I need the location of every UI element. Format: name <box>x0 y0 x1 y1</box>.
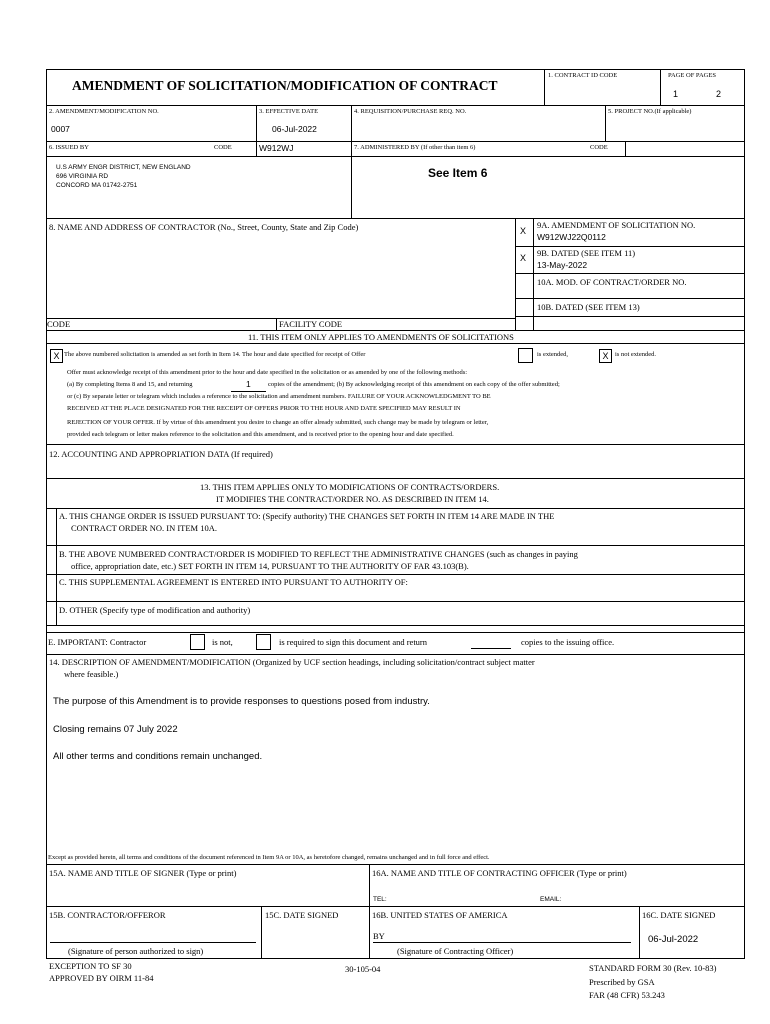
item13-title-2: IT MODIFIES THE CONTRACT/ORDER NO. AS DESCRIBED IN ITEM 14. <box>216 494 489 504</box>
form-title: AMENDMENT OF SOLICITATION/MODIFICATION OF CONTRACT <box>72 78 498 93</box>
issued-by-label: 6. ISSUED BY <box>49 144 89 151</box>
contract-id-label: 1. CONTRACT ID CODE <box>548 72 618 79</box>
item11-paragraph-6: provided each telegram or letter makes reference to the solicitation and this amendment, and is received prior to the opening hour and date specified. <box>67 431 454 438</box>
issuer-address-line1: U.S ARMY ENGR DISTRICT, NEW ENGLAND <box>56 164 191 171</box>
extended-label: is extended, <box>537 351 569 358</box>
item16a-label: 16A. NAME AND TITLE OF CONTRACTING OFFICER (Type or print) <box>372 868 627 878</box>
not-extended-label: is not extended. <box>615 351 656 358</box>
page-of-pages-label: PAGE OF PAGES <box>668 72 716 79</box>
copies-value: 1 <box>246 379 251 389</box>
item13b-line1: B. THE ABOVE NUMBERED CONTRACT/ORDER IS MODIFIED TO REFLECT THE ADMINISTRATIVE CHANGES (such as changes in paying <box>59 549 578 559</box>
item11-paragraph-4: RECEIVED AT THE PLACE DESIGNATED FOR THE RECEIPT OF OFFERS PRIOR TO THE HOUR AND DATE SPECIFIED MAY RESULT IN <box>67 405 461 412</box>
contractor-code-label: CODE <box>47 319 71 329</box>
amendment-no-value: 0007 <box>51 124 70 134</box>
item11-paragraph-2b: copies of the amendment; (b) By acknowledging receipt of this amendment on each copy of the offer submitted; <box>268 381 560 388</box>
item11-title: 11. THIS ITEM ONLY APPLIES TO AMENDMENTS OF SOLICITATIONS <box>248 332 514 342</box>
is-required-checkbox[interactable] <box>256 634 271 650</box>
item11-paragraph-2a: (a) By completing Items 8 and 15, and returning <box>67 381 193 388</box>
footer-exception: EXCEPTION TO SF 30 <box>49 961 132 971</box>
amendment-no-label: 2. AMENDMENT/MODIFICATION NO. <box>49 108 159 115</box>
item9b-checkbox[interactable]: X <box>520 253 527 263</box>
item14-label-1: 14. DESCRIPTION OF AMENDMENT/MODIFICATION (Organized by UCF section headings, including solicitation/contract subject matter <box>49 657 535 667</box>
item9a-label: 9A. AMENDMENT OF SOLICITATION NO. <box>537 220 696 230</box>
officer-signature-caption: (Signature of Contracting Officer) <box>397 946 514 956</box>
important-label: E. IMPORTANT: Contractor <box>48 637 147 647</box>
item16c-label: 16C. DATE SIGNED <box>642 910 716 920</box>
issuer-address-line2: 696 VIRGINIA RD <box>56 173 109 180</box>
item10b-label: 10B. DATED (SEE ITEM 13) <box>537 302 640 312</box>
item13a-line1: A. THIS CHANGE ORDER IS ISSUED PURSUANT TO: (Specify authority) THE CHANGES SET FORTH IN ITEM 14 ARE MADE IN THE <box>59 511 555 521</box>
footer-prescribed: Prescribed by GSA <box>589 977 655 987</box>
item16b-label: 16B. UNITED STATES OF AMERICA <box>372 910 508 920</box>
footer-far: FAR (48 CFR) 53.243 <box>589 990 665 1000</box>
item14-line-2: Closing remains 07 July 2022 <box>53 724 178 735</box>
item13b-line2: office, appropriation date, etc.) SET FORTH IN ITEM 14, PURSUANT TO THE AUTHORITY OF FAR 43.103(B). <box>71 561 469 571</box>
contractor-label: 8. NAME AND ADDRESS OF CONTRACTOR (No., Street, County, State and Zip Code) <box>49 222 359 232</box>
item11-paragraph-1: Offer must acknowledge receipt of this amendment prior to the hour and date specified in the solicitation or as amended by one of the following methods: <box>67 369 468 376</box>
item14-line-3: All other terms and conditions remain unchanged. <box>53 751 263 762</box>
requisition-label: 4. REQUISITION/PURCHASE REQ. NO. <box>354 108 467 115</box>
email-label: EMAIL: <box>540 896 562 903</box>
item11-paragraph-5: REJECTION OF YOUR OFFER. If by virtue of this amendment you desire to change an offer already submitted, such change may be made by telegram or letter, <box>67 419 489 426</box>
footer-standard-form: STANDARD FORM 30 (Rev. 10-83) <box>589 963 717 973</box>
item11-paragraph-3: or (c) By separate letter or telegram which includes a reference to the solicitation and amendment numbers. FAILURE OF YOUR ACKNOWLEDGMENT TO BE <box>67 393 491 400</box>
effective-date-value: 06-Jul-2022 <box>272 124 317 134</box>
page-total: 2 <box>716 89 722 99</box>
amended-checkbox[interactable]: X <box>50 349 63 363</box>
administered-code-label: CODE <box>590 144 608 151</box>
is-not-label: is not, <box>212 637 233 647</box>
is-required-label: is required to sign this document and return <box>279 637 428 647</box>
item14-label-2: where feasible.) <box>64 669 119 679</box>
item13c-label: C. THIS SUPPLEMENTAL AGREEMENT IS ENTERED INTO PURSUANT TO AUTHORITY OF: <box>59 577 408 587</box>
copies-to-issuing-label: copies to the issuing office. <box>521 637 615 647</box>
issuer-address-line3: CONCORD MA 01742-2751 <box>56 182 138 189</box>
tel-label: TEL: <box>373 896 387 903</box>
footer-form-number: 30-105-04 <box>345 964 381 974</box>
by-label: BY <box>373 931 385 941</box>
extended-checkbox[interactable] <box>518 348 533 363</box>
footer-approved: APPROVED BY OIRM 11-84 <box>49 973 154 983</box>
item13a-line2: CONTRACT ORDER NO. IN ITEM 10A. <box>71 523 217 533</box>
item9a-value: W912WJ22Q0112 <box>537 232 606 242</box>
item9a-checkbox[interactable]: X <box>520 226 527 236</box>
not-extended-checkbox[interactable]: X <box>599 349 612 363</box>
item13-title-1: 13. THIS ITEM APPLIES ONLY TO MODIFICATIONS OF CONTRACTS/ORDERS. <box>200 482 500 492</box>
contractor-signature-caption: (Signature of person authorized to sign) <box>68 946 204 956</box>
issued-code-value: W912WJ <box>259 143 294 153</box>
item9b-value: 13-May-2022 <box>537 260 588 270</box>
facility-code-label: FACILITY CODE <box>279 319 343 329</box>
effective-date-label: 3. EFFECTIVE DATE <box>259 108 319 115</box>
administered-by-value: See Item 6 <box>428 166 488 180</box>
issued-code-label: CODE <box>214 144 232 151</box>
project-no-label: 5. PROJECT NO.(If applicable) <box>608 108 692 115</box>
is-not-checkbox[interactable] <box>190 634 205 650</box>
item11-sentence: The above numbered solicitation is amended as set forth in Item 14. The hour and date specified for receipt of Offer <box>64 351 366 358</box>
page-number: 1 <box>673 89 679 99</box>
item15b-label: 15B. CONTRACTOR/OFFEROR <box>49 910 166 920</box>
administered-by-label: 7. ADMINISTERED BY (If other than item 6) <box>354 144 476 151</box>
item9b-label: 9B. DATED (SEE ITEM 11) <box>537 248 636 258</box>
item12-label: 12. ACCOUNTING AND APPROPRIATION DATA (If required) <box>49 449 273 459</box>
item14-line-1: The purpose of this Amendment is to provide responses to questions posed from industry. <box>53 696 430 707</box>
item10a-label: 10A. MOD. OF CONTRACT/ORDER NO. <box>537 277 687 287</box>
item15a-label: 15A. NAME AND TITLE OF SIGNER (Type or print) <box>49 868 237 878</box>
date-signed-value: 06-Jul-2022 <box>648 934 699 945</box>
item13d-label: D. OTHER (Specify type of modification and authority) <box>59 605 251 615</box>
item14-footer: Except as provided herein, all terms and conditions of the document referenced in Item 9A or 10A, as heretofore changed, remains unchanged and in full force and effect. <box>48 854 490 861</box>
item15c-label: 15C. DATE SIGNED <box>265 910 339 920</box>
